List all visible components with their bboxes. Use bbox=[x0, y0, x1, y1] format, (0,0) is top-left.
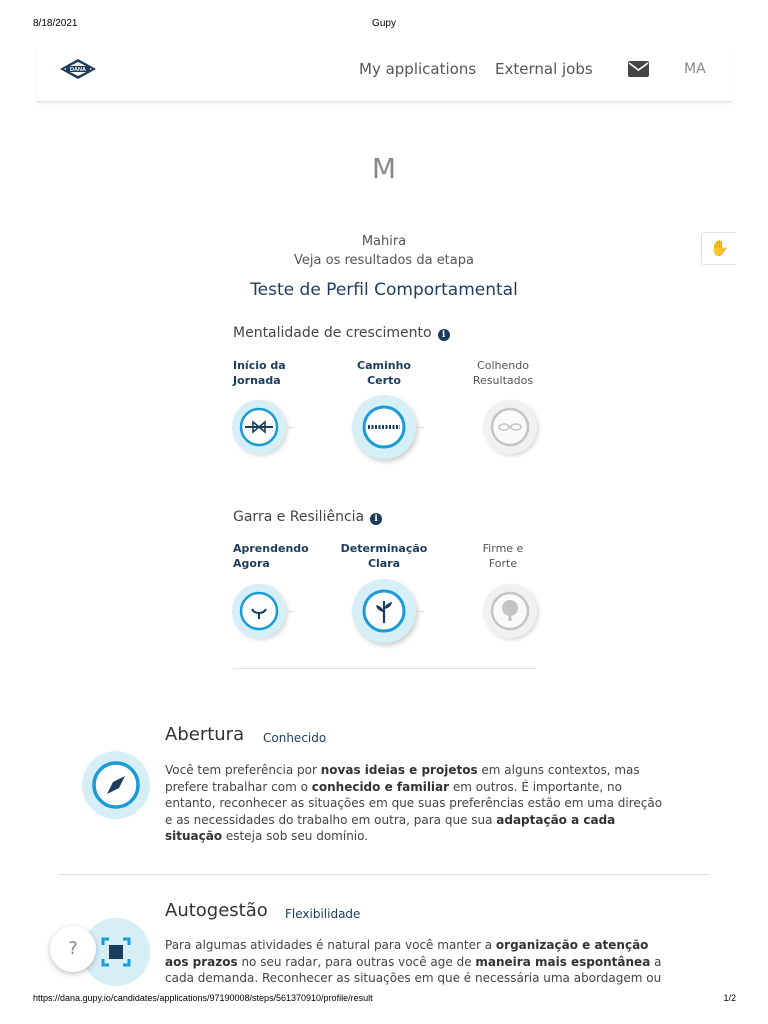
candidate-name: Mahira bbox=[361, 234, 407, 249]
level-label bbox=[339, 541, 429, 571]
level-label-line: Início da bbox=[233, 359, 286, 372]
level-label-line: Jornada bbox=[233, 374, 281, 387]
avatar: M bbox=[371, 152, 397, 185]
section-grit-label: Garra e Resiliência bbox=[233, 509, 365, 525]
level-badge-locked bbox=[483, 584, 537, 638]
emphasis-text: adaptação a cada situação bbox=[165, 812, 616, 843]
print-date: 8/18/2021 bbox=[33, 18, 78, 29]
help-button[interactable]: ? bbox=[50, 926, 96, 972]
compass-icon bbox=[82, 751, 150, 819]
body-text: no seu radar, para outras você age de bbox=[237, 954, 476, 969]
level-label bbox=[233, 541, 309, 571]
plant-icon bbox=[352, 579, 416, 643]
emphasis-text: maneira mais espontânea bbox=[475, 954, 651, 969]
level-label-line: Caminho bbox=[357, 359, 411, 372]
trait-title: Autogestão bbox=[165, 900, 268, 921]
mail-icon[interactable] bbox=[628, 61, 649, 77]
body-text: em outros. É importante, no entanto, reconhecer as situações em que suas preferências estão em uma direção e as necessidades do trabalho em outra, para que sua bbox=[165, 779, 663, 827]
hand-icon: ✋ bbox=[710, 239, 729, 257]
level-label-line: Firme e bbox=[482, 542, 524, 555]
section-growth-label: Mentalidade de crescimento bbox=[233, 325, 432, 341]
level-label-line: Certo bbox=[367, 374, 401, 387]
print-page-number: 1/2 bbox=[723, 993, 736, 1003]
level-connector bbox=[286, 427, 294, 428]
level-label-line: Forte bbox=[488, 557, 518, 570]
level-label bbox=[463, 358, 543, 388]
level-label-line: Clara bbox=[367, 557, 401, 570]
section-growth-title bbox=[233, 325, 450, 341]
dana-logo[interactable] bbox=[58, 57, 98, 81]
level-label bbox=[463, 541, 543, 571]
trait-tag: Conhecido bbox=[263, 731, 327, 745]
level-badge-achieved bbox=[232, 400, 286, 454]
bow-icon bbox=[232, 400, 286, 454]
level-label-line: Agora bbox=[233, 557, 270, 570]
emphasis-text: conhecido e familiar bbox=[311, 779, 450, 794]
path-icon bbox=[352, 395, 416, 459]
print-url: https://dana.gupy.io/candidates/applications/97190008/steps/561370910/profile/result bbox=[33, 993, 373, 1003]
body-text: Para algumas atividades é natural para você manter a bbox=[165, 938, 496, 952]
section-grit-title bbox=[233, 509, 382, 525]
level-connector bbox=[416, 611, 424, 612]
level-badge-current bbox=[352, 395, 416, 459]
level-connector bbox=[286, 611, 294, 612]
top-navbar bbox=[37, 44, 733, 102]
emphasis-text: novas ideias e projetos bbox=[320, 763, 478, 777]
level-label-line: Aprendendo bbox=[233, 542, 309, 555]
sprout-icon bbox=[232, 584, 286, 638]
tree-icon bbox=[483, 584, 537, 638]
logo-text: DANA bbox=[70, 67, 86, 73]
level-label bbox=[233, 358, 286, 388]
body-text: esteja sob seu domínio. bbox=[222, 829, 369, 843]
trait-title: Abertura bbox=[165, 724, 245, 745]
level-badge-current bbox=[352, 579, 416, 643]
body-text: a cada demanda. Reconhecer as situações em que é necessária uma abordagem ou bbox=[165, 954, 662, 985]
test-title: Teste de Perfil Comportamental bbox=[250, 280, 518, 300]
level-label-line: Determinação bbox=[340, 542, 428, 555]
section-divider bbox=[58, 874, 710, 875]
body-text: Você tem preferência por bbox=[165, 763, 321, 777]
info-icon[interactable]: i bbox=[370, 513, 382, 525]
level-badge-achieved bbox=[232, 584, 286, 638]
nav-external-jobs[interactable]: External jobs bbox=[495, 60, 593, 78]
level-label-line: Resultados bbox=[472, 374, 534, 387]
level-label bbox=[344, 358, 424, 388]
trait-description bbox=[165, 937, 665, 987]
trait-description bbox=[165, 762, 665, 845]
trait-badge bbox=[82, 751, 150, 819]
trait-tag: Flexibilidade bbox=[285, 907, 361, 921]
body-text: em alguns contextos, mas prefere trabalhar com o bbox=[165, 763, 640, 794]
info-icon[interactable]: i bbox=[438, 329, 450, 341]
nav-my-applications[interactable]: My applications bbox=[359, 60, 477, 78]
section-divider bbox=[233, 668, 536, 669]
level-connector bbox=[416, 427, 424, 428]
chain-icon bbox=[483, 400, 537, 454]
print-title: Gupy bbox=[372, 18, 396, 29]
level-label-line: Colhendo bbox=[477, 359, 529, 372]
emphasis-text: organização e atenção aos prazos bbox=[165, 938, 649, 969]
level-badge-locked bbox=[483, 400, 537, 454]
page-subtitle: Veja os resultados da etapa bbox=[294, 253, 474, 268]
user-menu-initials[interactable]: MA bbox=[684, 61, 706, 77]
